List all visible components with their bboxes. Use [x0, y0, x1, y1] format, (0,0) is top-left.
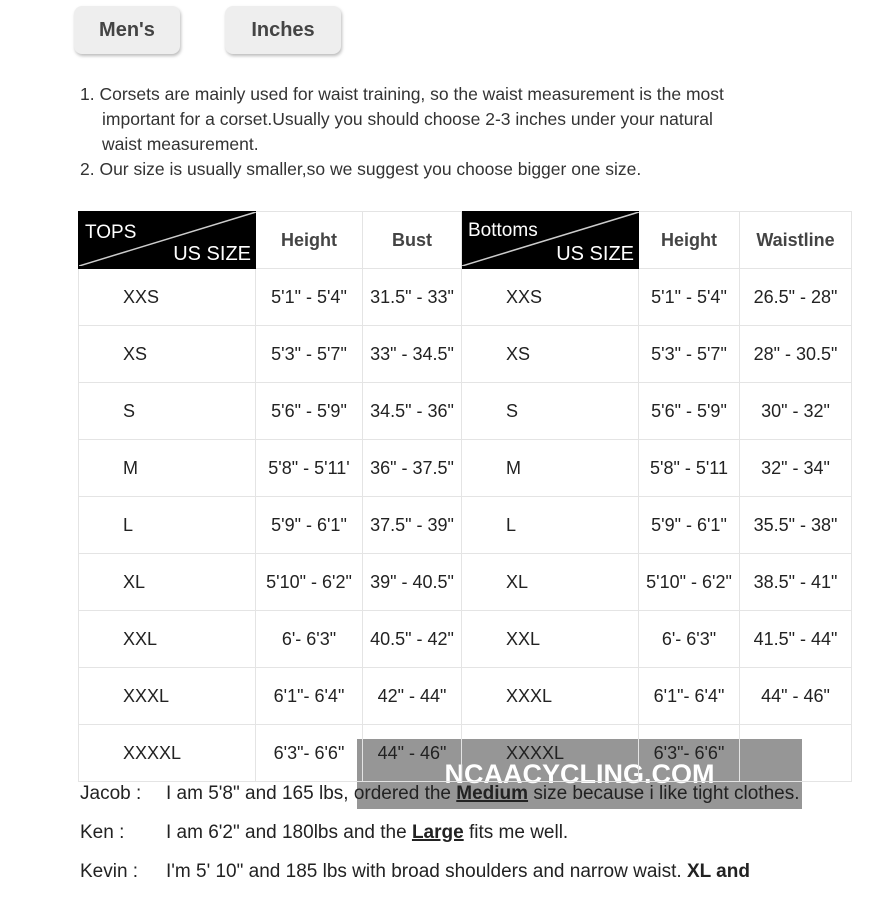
- table-cell: 6'1"- 6'4": [639, 668, 740, 725]
- table-cell: 34.5" - 36": [363, 383, 462, 440]
- table-cell: 40.5" - 42": [363, 611, 462, 668]
- table-row: [79, 497, 852, 554]
- reviewer-name: Ken :: [80, 822, 125, 843]
- table-cell: 39" - 40.5": [363, 554, 462, 611]
- table-cell: 42" - 44": [363, 668, 462, 725]
- table-cell: 6'- 6'3": [639, 611, 740, 668]
- table-cell: XXXL: [79, 668, 256, 725]
- table-row: [79, 440, 852, 497]
- reviewer-name: Kevin :: [80, 861, 139, 882]
- tops-height-header: Height: [256, 212, 363, 269]
- table-cell: 6'3"- 6'6": [256, 725, 363, 782]
- table-cell: 6'3"- 6'6": [639, 725, 740, 782]
- table-cell: XXL: [462, 611, 639, 668]
- table-cell: 5'10" - 6'2": [256, 554, 363, 611]
- bottoms-height-header: Height: [639, 212, 740, 269]
- table-cell: 5'9" - 6'1": [256, 497, 363, 554]
- table-cell: 41.5" - 44": [740, 611, 852, 668]
- table-cell: 5'8" - 5'11': [256, 440, 363, 497]
- watermark: NCAACYCLING.COM: [357, 739, 802, 809]
- size-highlight: Medium: [456, 783, 529, 804]
- table-row: [79, 269, 852, 326]
- table-cell: XL: [79, 554, 256, 611]
- table-cell: 6'- 6'3": [256, 611, 363, 668]
- table-cell: 5'9" - 6'1": [639, 497, 740, 554]
- table-cell: 37.5" - 39": [363, 497, 462, 554]
- table-cell: 33" - 34.5": [363, 326, 462, 383]
- review: Kevin : I'm 5' 10" and 185 lbs with broad shoulders and narrow waist. XL and: [80, 861, 799, 900]
- table-cell: 5'1" - 5'4": [256, 269, 363, 326]
- table-cell: S: [462, 383, 639, 440]
- note-1-cont: important for a corset.Usually you should choose 2-3 inches under your natural: [102, 109, 713, 129]
- table-cell: 38.5" - 41": [740, 554, 852, 611]
- table-cell: M: [79, 440, 256, 497]
- table-cell: 5'1" - 5'4": [639, 269, 740, 326]
- table-cell: XS: [462, 326, 639, 383]
- table-cell: 5'6" - 5'9": [639, 383, 740, 440]
- table-row: [79, 554, 852, 611]
- tops-header: TOPS US SIZE: [79, 212, 256, 269]
- table-cell: L: [462, 497, 639, 554]
- size-highlight: XL and: [686, 861, 750, 882]
- table-row: [79, 668, 852, 725]
- table-cell: [740, 725, 852, 782]
- table-cell: 36" - 37.5": [363, 440, 462, 497]
- waistline-header: Waistline: [740, 212, 852, 269]
- table-cell: XXS: [462, 269, 639, 326]
- table-cell: XXL: [79, 611, 256, 668]
- reviewer-name: Jacob :: [80, 783, 142, 804]
- bottoms-header: Bottoms US SIZE: [462, 212, 639, 269]
- table-row: [79, 611, 852, 668]
- review: Jacob : I am 5'8" and 165 lbs, ordered the Medium size because i like tight clothes.: [80, 783, 799, 822]
- table-cell: 5'3" - 5'7": [256, 326, 363, 383]
- table-cell: 5'3" - 5'7": [639, 326, 740, 383]
- table-cell: 30" - 32": [740, 383, 852, 440]
- mens-button[interactable]: Men's: [74, 6, 180, 54]
- table-row: [79, 326, 852, 383]
- table-cell: 5'6" - 5'9": [256, 383, 363, 440]
- table-cell: XXXXL: [79, 725, 256, 782]
- note-1-cont2: waist measurement.: [102, 134, 259, 154]
- bust-header: Bust: [363, 212, 462, 269]
- table-cell: 26.5" - 28": [740, 269, 852, 326]
- table-cell: XXXXL: [462, 725, 639, 782]
- table-cell: XL: [462, 554, 639, 611]
- size-highlight: Large: [411, 822, 464, 843]
- size-chart: [78, 211, 852, 782]
- table-cell: 5'10" - 6'2": [639, 554, 740, 611]
- inches-button[interactable]: Inches: [225, 6, 341, 54]
- table-cell: M: [462, 440, 639, 497]
- table-cell: 32" - 34": [740, 440, 852, 497]
- size-notes: [80, 82, 724, 182]
- table-cell: 35.5" - 38": [740, 497, 852, 554]
- note-2: 2. Our size is usually smaller,so we suggest you choose bigger one size.: [80, 159, 642, 179]
- table-row: [79, 725, 852, 782]
- table-cell: XXXL: [462, 668, 639, 725]
- review: Ken : I am 6'2" and 180lbs and the Large fits me well.: [80, 822, 799, 861]
- note-1: 1. Corsets are mainly used for waist training, so the waist measurement is the most: [80, 84, 724, 104]
- table-cell: 5'8" - 5'11: [639, 440, 740, 497]
- table-row: [79, 383, 852, 440]
- table-cell: S: [79, 383, 256, 440]
- table-cell: L: [79, 497, 256, 554]
- table-cell: 44" - 46": [740, 668, 852, 725]
- table-cell: XS: [79, 326, 256, 383]
- table-cell: 6'1"- 6'4": [256, 668, 363, 725]
- table-cell: 28" - 30.5": [740, 326, 852, 383]
- table-cell: XXS: [79, 269, 256, 326]
- table-cell: 31.5" - 33": [363, 269, 462, 326]
- reviews: [80, 783, 799, 900]
- table-cell: 44" - 46": [363, 725, 462, 782]
